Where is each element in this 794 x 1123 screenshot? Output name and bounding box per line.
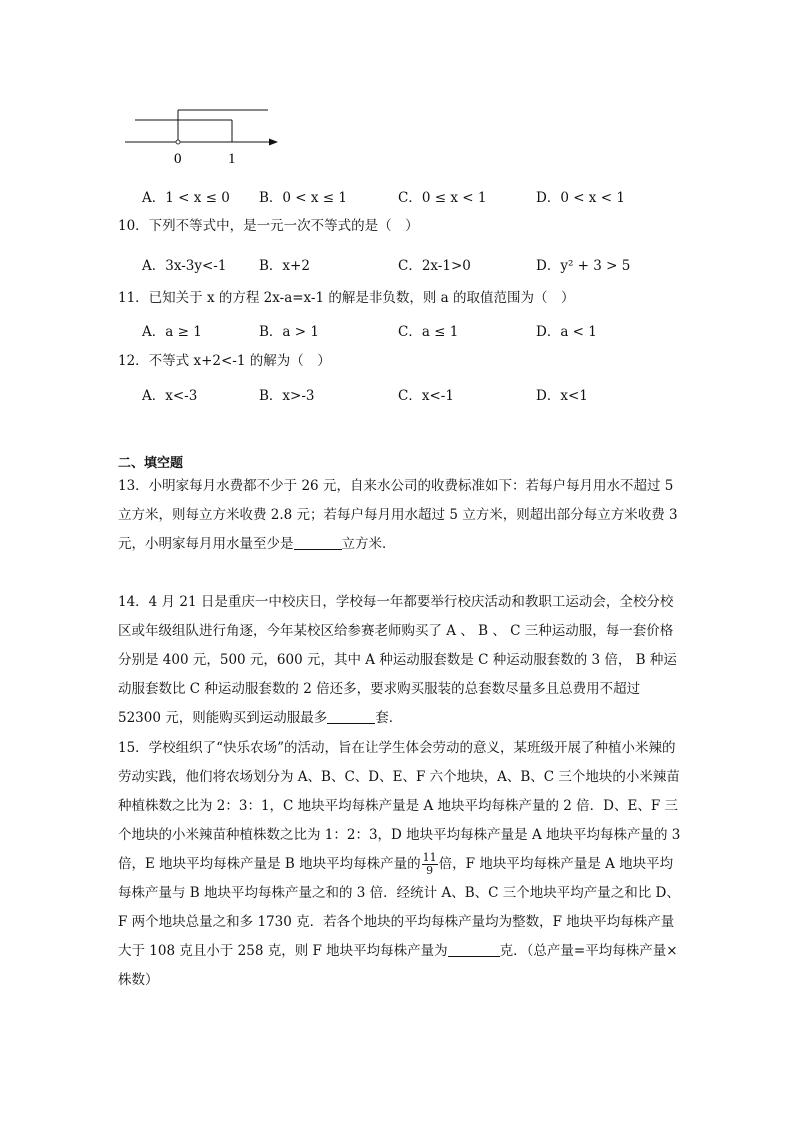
q9-option-b[interactable]: B．0 < x ≤ 1 <box>259 190 348 206</box>
q12-option-c[interactable]: C．x<-1 <box>398 388 454 404</box>
number-line-figure <box>120 100 290 170</box>
q11-option-a[interactable]: A．a ≥ 1 <box>142 324 202 340</box>
tick-label-0: 0 <box>174 151 182 167</box>
section-title: 二、填空题 <box>118 455 184 470</box>
q10-option-b[interactable]: B．x+2 <box>259 258 310 274</box>
q12-option-b[interactable]: B．x>-3 <box>259 388 315 404</box>
q15-paragraph: 15．学校组织了“快乐农场”的活动，旨在让学生体会劳动的意义，某班级开展了种植小米辣的劳动实践，他们将农场划分为 A、B、C、D、E、F 六个地块，A、B、C 三个地块的小米辣苗种植株数之比为 2：3：1，C 地块平均每株产量是 A 地块平均每株产量的 2 倍．D、E、F 三个地块的小米辣苗种植株数之比为 1：2：3，D 地块平均每株产量是 A 地块平均每株产量的 3 倍，E 地块平均每株产量是 B 地块平均每株产量的 $\frac{11}{9}$ 倍，F 地块平均每株产量是 A 地块平均每株产量与 B 地块平均每株产量之和的 3 倍．经统计 A、B、C 三个地块平均产量之和比 D、F 两个地块总量之和多 1730 克．若各个地块的平均每株产量均为整数，F 地块平均每株产量大于 108 克且小于 258 克，则 F 地块平均每株产量为 克．（总产量=平均每株产量×株数） <box>118 740 681 988</box>
q14-paragraph: 14．4 月 21 日是重庆一中校庆日，学校每一年都要举行校庆活动和教职工运动会，全校分校区或年级组队进行角逐，今年某校区给参赛老师购买了 A 、 B 、 C 三种运动服，每一套价格分别是 400 元，500 元，600 元，其中 A 种运动服套数是 C 种运动服套数的 3 倍， B 种运动服套数比 C 种运动服套数的 2 倍还多，要求购买服装的总套数尽量多且总费用不超过 52300 元，则能购买到运动服最多 套． <box>118 594 677 726</box>
answer-blank[interactable] <box>294 535 342 550</box>
q9-option-d[interactable]: D．0 < x < 1 <box>536 190 625 206</box>
q10-stem: 10．下列不等式中，是一元一次不等式的是（ ） <box>118 218 419 234</box>
q9-option-a[interactable]: A．1 < x ≤ 0 <box>142 190 230 206</box>
fraction: $\frac{11}{9}$ <box>422 851 437 877</box>
q11-stem: 11．已知关于 x 的方程 2x-a=x-1 的解是非负数，则 a 的取值范围为（ ） <box>118 290 575 306</box>
tick-label-1: 1 <box>228 151 236 167</box>
q9-option-c[interactable]: C．0 ≤ x < 1 <box>398 190 487 206</box>
q10-option-d[interactable]: D．y² + 3 > 5 <box>536 258 631 274</box>
answer-blank[interactable] <box>327 709 375 724</box>
axis-arrow <box>269 139 278 146</box>
q12-stem: 12．不等式 x+2<-1 的解为（ ） <box>118 353 331 369</box>
q11-option-d[interactable]: D．a < 1 <box>536 324 597 340</box>
q11-option-b[interactable]: B．a > 1 <box>259 324 319 340</box>
q12-option-a[interactable]: A．x<-3 <box>142 388 198 404</box>
q10-option-a[interactable]: A．3x-3y<-1 <box>142 258 227 274</box>
solution-bracket <box>135 110 268 142</box>
q11-option-c[interactable]: C．a ≤ 1 <box>398 324 459 340</box>
answer-blank[interactable] <box>448 942 500 957</box>
q12-option-d[interactable]: D．x<1 <box>536 388 588 404</box>
open-point-0 <box>176 140 180 144</box>
q10-option-c[interactable]: C．2x-1>0 <box>398 258 471 274</box>
q13-paragraph: 13．小明家每月水费都不少于 26 元，自来水公司的收费标准如下：若每户每月用水不超过 5 立方米，则每立方米收费 2.8 元；若每户每月用水超过 5 立方米，则超出部分每立方米收费 3 元，小明家每月用水量至少是 立方米． <box>118 478 678 552</box>
